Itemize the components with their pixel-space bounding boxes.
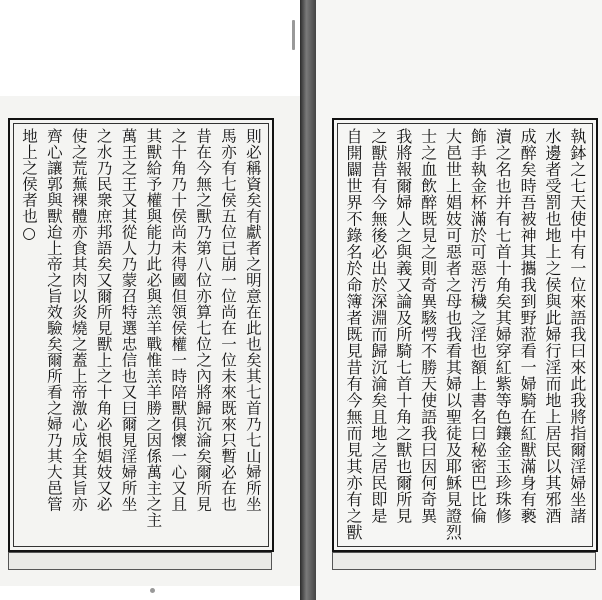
left-page-frame — [8, 118, 274, 552]
text-column: 之水乃民衆庶邦語矣又爾所見獸上之十角必恨娼妓又必 — [94, 128, 113, 512]
text-column: 成醉矣時吾被神其攜我到野蒞看一婦騎在紅獸滿身有褻 — [518, 128, 538, 524]
text-column: 其獸給予權與能力此必與羔羊戰惟羔羊勝之因係萬主之主 — [144, 128, 163, 528]
left-page-tail — [8, 552, 272, 570]
text-column: 使之荒蕪裸體亦食其肉以炎燒之蓋上帝激心成全其旨亦 — [69, 128, 88, 512]
text-column: 之十角乃十侯尚未得國但領侯權一時陪獸俱懷一心又且 — [169, 128, 188, 512]
text-column: 自開闢世界不錄名於命簿者既見昔有今無而見其亦有之獸 — [344, 128, 363, 541]
text-column: 大邑世上娼妓可惡者之母也我看其婦以聖徒及耶穌見證烈 — [443, 128, 463, 541]
left-page — [0, 96, 302, 586]
text-column: 我將報爾婦人之與義又論及所騎七首十角之獸也爾所見 — [393, 128, 413, 524]
ink-speck — [150, 588, 155, 593]
book-gutter — [300, 0, 316, 600]
text-column: 瀆之名也并有七首十角矣其婦穿紅紫等色鑲金玉珍珠修 — [493, 128, 513, 524]
right-page-frame — [332, 118, 598, 552]
text-column: 之獸昔有今無後必出於深淵而歸沉淪矣且地之居民即是 — [368, 128, 388, 524]
text-column: 則必稱資矣有獻者之明意在此也矣其七首乃七山婦所坐 — [243, 128, 262, 512]
ink-speck — [292, 20, 295, 50]
right-page-tail — [332, 552, 596, 570]
text-column: 馬亦有七侯五位已崩一位尚在一位未來既來只暫必在也 — [219, 128, 237, 512]
left-page-text — [18, 128, 264, 542]
text-column: 水邊者受罰也地上之侯與此婦行淫而地上居民以其邪酒 — [543, 128, 562, 524]
text-column: 飾手執金杯滿於可惡汚穢之淫也額上書名曰秘密巴比倫 — [468, 128, 488, 524]
text-column: 執鉢之七天使中有一位來語我曰來此我將指爾淫婦坐諸 — [567, 128, 587, 524]
text-column: 地上之侯者也○ — [20, 128, 38, 243]
right-page-text — [342, 128, 588, 542]
right-page — [316, 0, 602, 600]
text-column: 昔在今無之獸乃第八位亦算七位之內將歸沉淪矣爾所見 — [194, 128, 213, 512]
text-column: 士之血飲醉既見之則奇異駭愕不勝天使語我曰因何奇異 — [418, 128, 438, 524]
text-column: 萬王之王又其從人乃蒙召特選忠信也又曰爾見淫婦所坐 — [119, 128, 138, 512]
text-column: 齊心讓郭與獸迨上帝之旨效驗矣爾所看之婦乃其大邑管 — [44, 128, 63, 512]
